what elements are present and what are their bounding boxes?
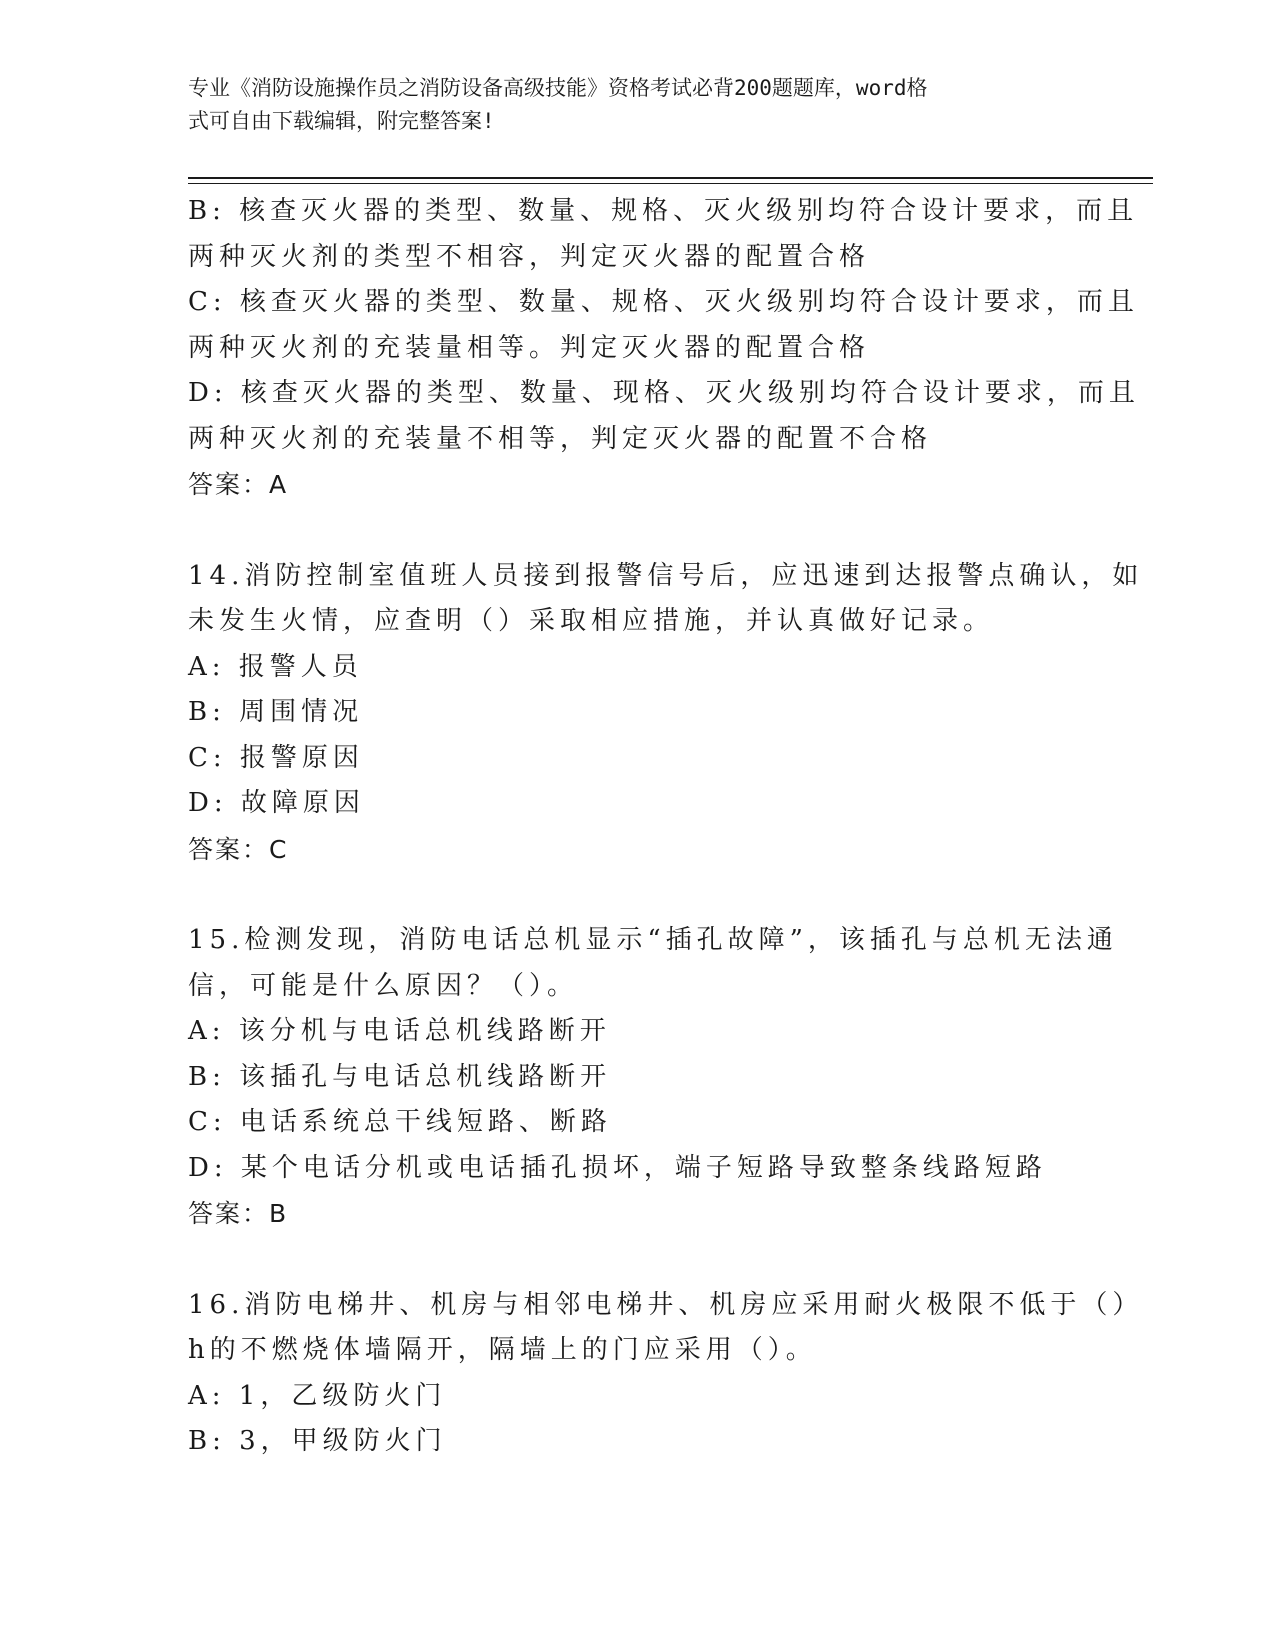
question-14 — [188, 554, 1144, 873]
question-stem: 14.消防控制室值班人员接到报警信号后，应迅速到达报警点确认，如 — [188, 560, 1144, 591]
question-16 — [188, 1283, 1144, 1465]
previous-question-block — [188, 189, 1140, 508]
option-c: C: 电话系统总干线短路、断路 — [188, 1107, 612, 1137]
question-stem: 16.消防电梯井、机房与相邻电梯井、机房应采用耐火极限不低于（） — [188, 1289, 1144, 1320]
option-d: D: 故障原因 — [188, 788, 365, 818]
question-content — [188, 189, 1144, 1465]
answer-line: 答案：B — [188, 1199, 289, 1228]
header-rule-thin — [188, 183, 1153, 184]
option-line: 两种灭火剂的充装量相等。判定灭火器的配置合格 — [188, 332, 871, 363]
option-a: A: 该分机与电话总机线路断开 — [188, 1016, 611, 1046]
question-stem: 信，可能是什么原因？（）。 — [188, 970, 579, 1001]
answer-line: 答案：A — [188, 470, 289, 499]
option-line: D: 核查灭火器的类型、数量、现格、灭火级别均符合设计要求，而且 — [188, 378, 1140, 408]
header-rule-thick — [188, 177, 1153, 179]
question-15 — [188, 918, 1118, 1237]
answer-line: 答案：C — [188, 834, 289, 864]
document-header — [188, 72, 1068, 138]
option-line: C: 核查灭火器的类型、数量、规格、灭火级别均符合设计要求，而且 — [188, 287, 1139, 317]
option-d: D: 某个电话分机或电话插孔损坏，端子短路导致整条线路短路 — [188, 1152, 1047, 1183]
question-stem: 15.检测发现，消防电话总机显示“插孔故障”，该插孔与总机无法通 — [188, 925, 1118, 955]
option-line: B: 核查灭火器的类型、数量、规格、灭火级别均符合设计要求，而且 — [188, 196, 1139, 226]
option-a: A: 报警人员 — [188, 651, 363, 682]
question-stem: 未发生火情，应查明（）采取相应措施，并认真做好记录。 — [188, 606, 995, 636]
option-line: 两种灭火剂的类型不相容，判定灭火器的配置合格 — [188, 241, 871, 272]
question-stem: h的不燃烧体墙隔开，隔墙上的门应采用（）。 — [188, 1335, 817, 1365]
option-a: A: 1，乙级防火门 — [188, 1380, 447, 1411]
option-b: B: 该插孔与电话总机线路断开 — [188, 1061, 612, 1092]
option-b: B: 3，甲级防火门 — [188, 1426, 447, 1456]
header-title-line-2: 式可自由下载编辑，附完整答案! — [188, 109, 495, 133]
option-c: C: 报警原因 — [188, 742, 364, 773]
option-line: 两种灭火剂的充装量不相等，判定灭火器的配置不合格 — [188, 423, 933, 454]
header-title-line-1: 专业《消防设施操作员之消防设备高级技能》资格考试必背200题题库，word格 — [188, 76, 928, 100]
option-b: B: 周围情况 — [188, 697, 364, 727]
